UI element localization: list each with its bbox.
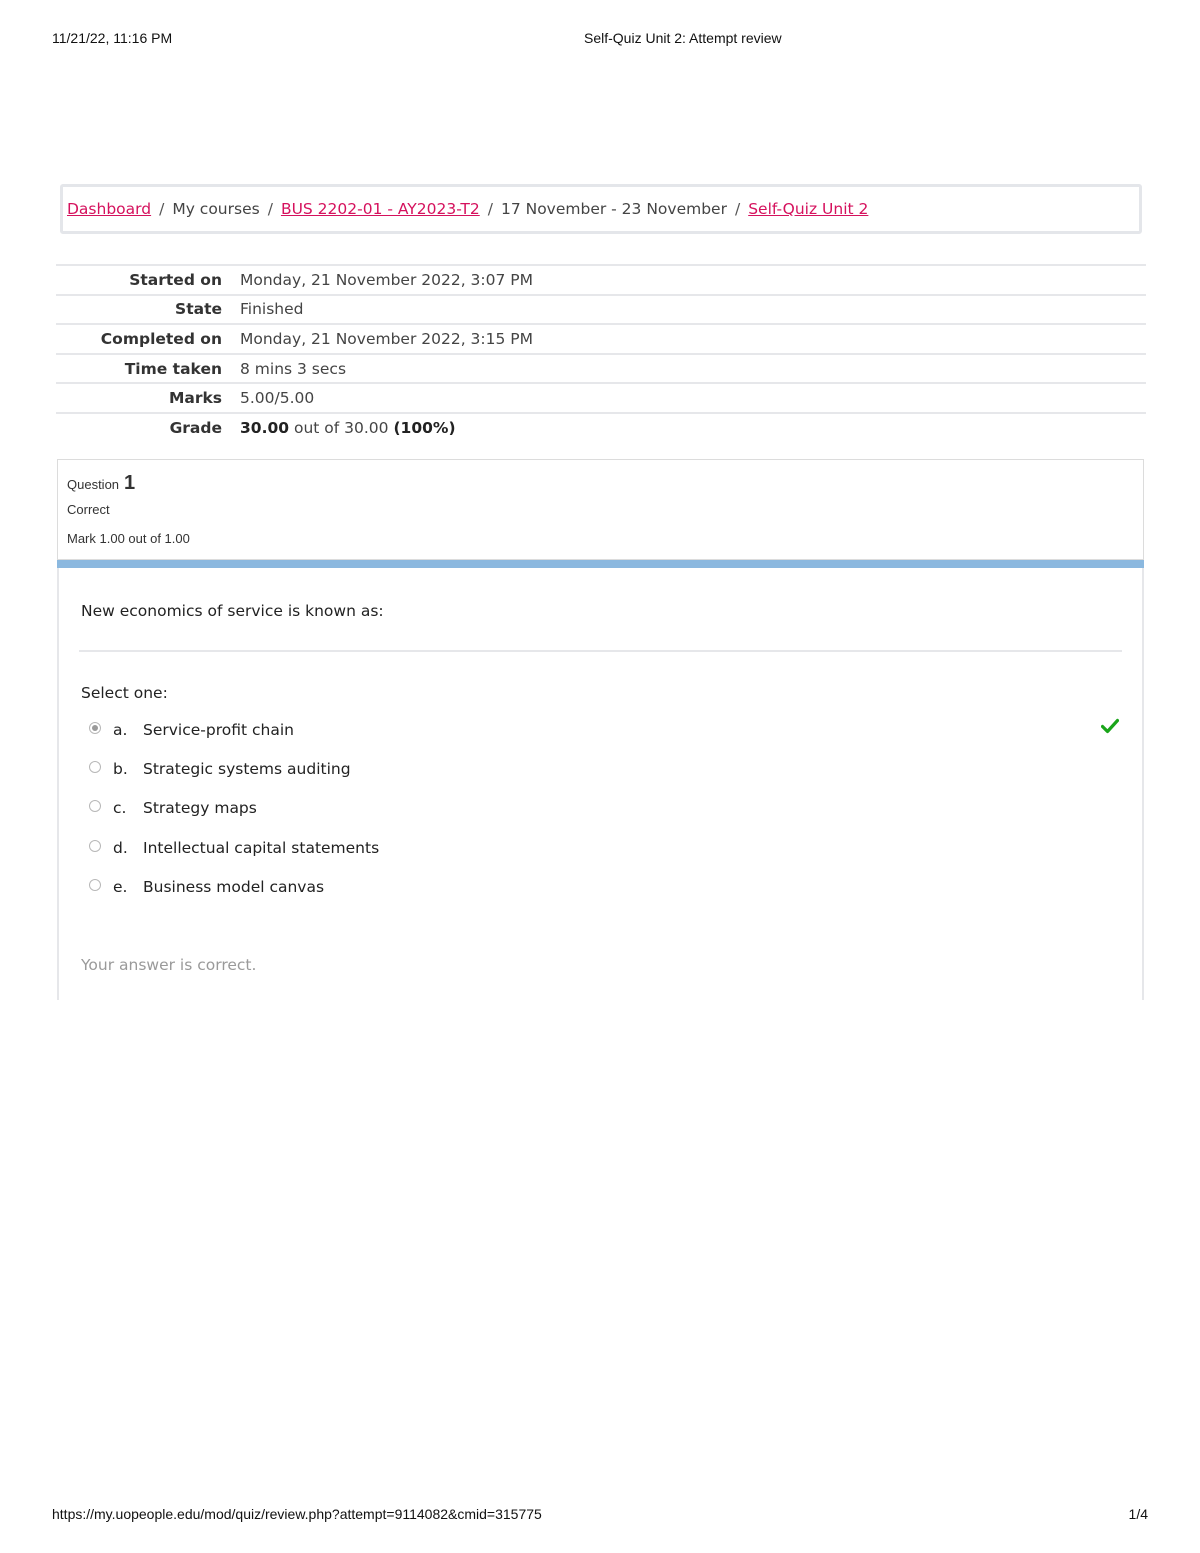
grade-value xyxy=(240,413,1146,443)
correct-check-icon xyxy=(1101,718,1119,734)
grade-out-of: out of 30.00 xyxy=(293,419,389,438)
question-text: New economics of service is known as: xyxy=(81,602,384,620)
summary-row-started xyxy=(56,265,1146,295)
print-page-number: 1/4 xyxy=(1128,1506,1148,1522)
print-header xyxy=(52,30,1148,50)
answer-options xyxy=(89,710,1119,907)
option-text: Intellectual capital statements xyxy=(143,838,380,857)
summary-row-time xyxy=(56,354,1146,384)
breadcrumb-my-courses: My courses xyxy=(172,200,260,218)
summary-row-state xyxy=(56,295,1146,325)
option-text: Business model canvas xyxy=(143,878,325,897)
state-value: Finished xyxy=(240,300,304,319)
print-title: Self-Quiz Unit 2: Attempt review xyxy=(584,30,782,46)
time-taken-label: Time taken xyxy=(124,359,222,378)
completed-on-label: Completed on xyxy=(100,329,222,348)
answer-option-b[interactable] xyxy=(89,749,1119,788)
select-one-prompt: Select one: xyxy=(81,684,168,702)
grade-score: 30.00 xyxy=(240,419,290,438)
answer-option-d[interactable] xyxy=(89,828,1119,867)
completed-on-value: Monday, 21 November 2022, 3:15 PM xyxy=(240,329,534,348)
summary-row-marks xyxy=(56,383,1146,413)
marks-label: Marks xyxy=(168,389,222,408)
option-letter: b. xyxy=(113,760,128,779)
print-url: https://my.uopeople.edu/mod/quiz/review.php?attempt=9114082&cmid=315775 xyxy=(52,1506,542,1522)
radio-button[interactable] xyxy=(89,840,101,852)
answer-feedback xyxy=(57,938,1144,1000)
print-footer xyxy=(52,1506,1148,1526)
radio-button[interactable] xyxy=(89,761,101,773)
started-on-label: Started on xyxy=(129,270,222,289)
radio-button-selected[interactable] xyxy=(89,722,101,734)
question-divider xyxy=(79,650,1122,652)
option-text: Service-profit chain xyxy=(143,720,294,739)
summary-row-grade xyxy=(56,413,1146,443)
question-info xyxy=(57,459,1144,560)
radio-button[interactable] xyxy=(89,879,101,891)
grade-label: Grade xyxy=(169,419,222,438)
marks-value: 5.00/5.00 xyxy=(240,389,315,408)
option-text: Strategy maps xyxy=(143,799,257,818)
option-text: Strategic systems auditing xyxy=(143,760,351,779)
question-mark: Mark 1.00 out of 1.00 xyxy=(67,531,190,546)
breadcrumb-separator: / xyxy=(267,200,273,218)
breadcrumb xyxy=(60,184,1142,234)
option-letter: e. xyxy=(113,878,128,897)
breadcrumb-week: 17 November - 23 November xyxy=(500,200,727,218)
answer-option-a[interactable] xyxy=(89,710,1119,749)
question-content xyxy=(57,560,1144,938)
summary-row-completed xyxy=(56,324,1146,354)
print-datetime: 11/21/22, 11:16 PM xyxy=(52,30,173,46)
option-letter: c. xyxy=(113,799,127,818)
radio-button[interactable] xyxy=(89,800,101,812)
started-on-value: Monday, 21 November 2022, 3:07 PM xyxy=(240,270,534,289)
breadcrumb-separator: / xyxy=(159,200,165,218)
attempt-summary-table xyxy=(56,264,1146,443)
grade-percent: (100%) xyxy=(393,419,456,438)
option-letter: d. xyxy=(113,838,128,857)
question-label: Question xyxy=(67,477,120,492)
option-letter: a. xyxy=(113,720,128,739)
question-status: Correct xyxy=(67,502,110,517)
question-content-top-bar xyxy=(57,560,1144,568)
time-taken-value: 8 mins 3 secs xyxy=(240,359,347,378)
breadcrumb-separator: / xyxy=(487,200,493,218)
question-number: 1 xyxy=(124,472,136,494)
feedback-text: Your answer is correct. xyxy=(81,956,257,974)
answer-option-e[interactable] xyxy=(89,868,1119,907)
breadcrumb-dashboard-link[interactable]: Dashboard xyxy=(67,200,152,218)
breadcrumb-course-link[interactable]: BUS 2202-01 - AY2023-T2 xyxy=(280,200,480,218)
answer-option-c[interactable] xyxy=(89,789,1119,828)
breadcrumb-separator: / xyxy=(734,200,741,218)
breadcrumb-quiz-link[interactable]: Self-Quiz Unit 2 xyxy=(748,200,869,218)
question-number-row xyxy=(67,472,1134,496)
state-label: State xyxy=(175,300,222,319)
